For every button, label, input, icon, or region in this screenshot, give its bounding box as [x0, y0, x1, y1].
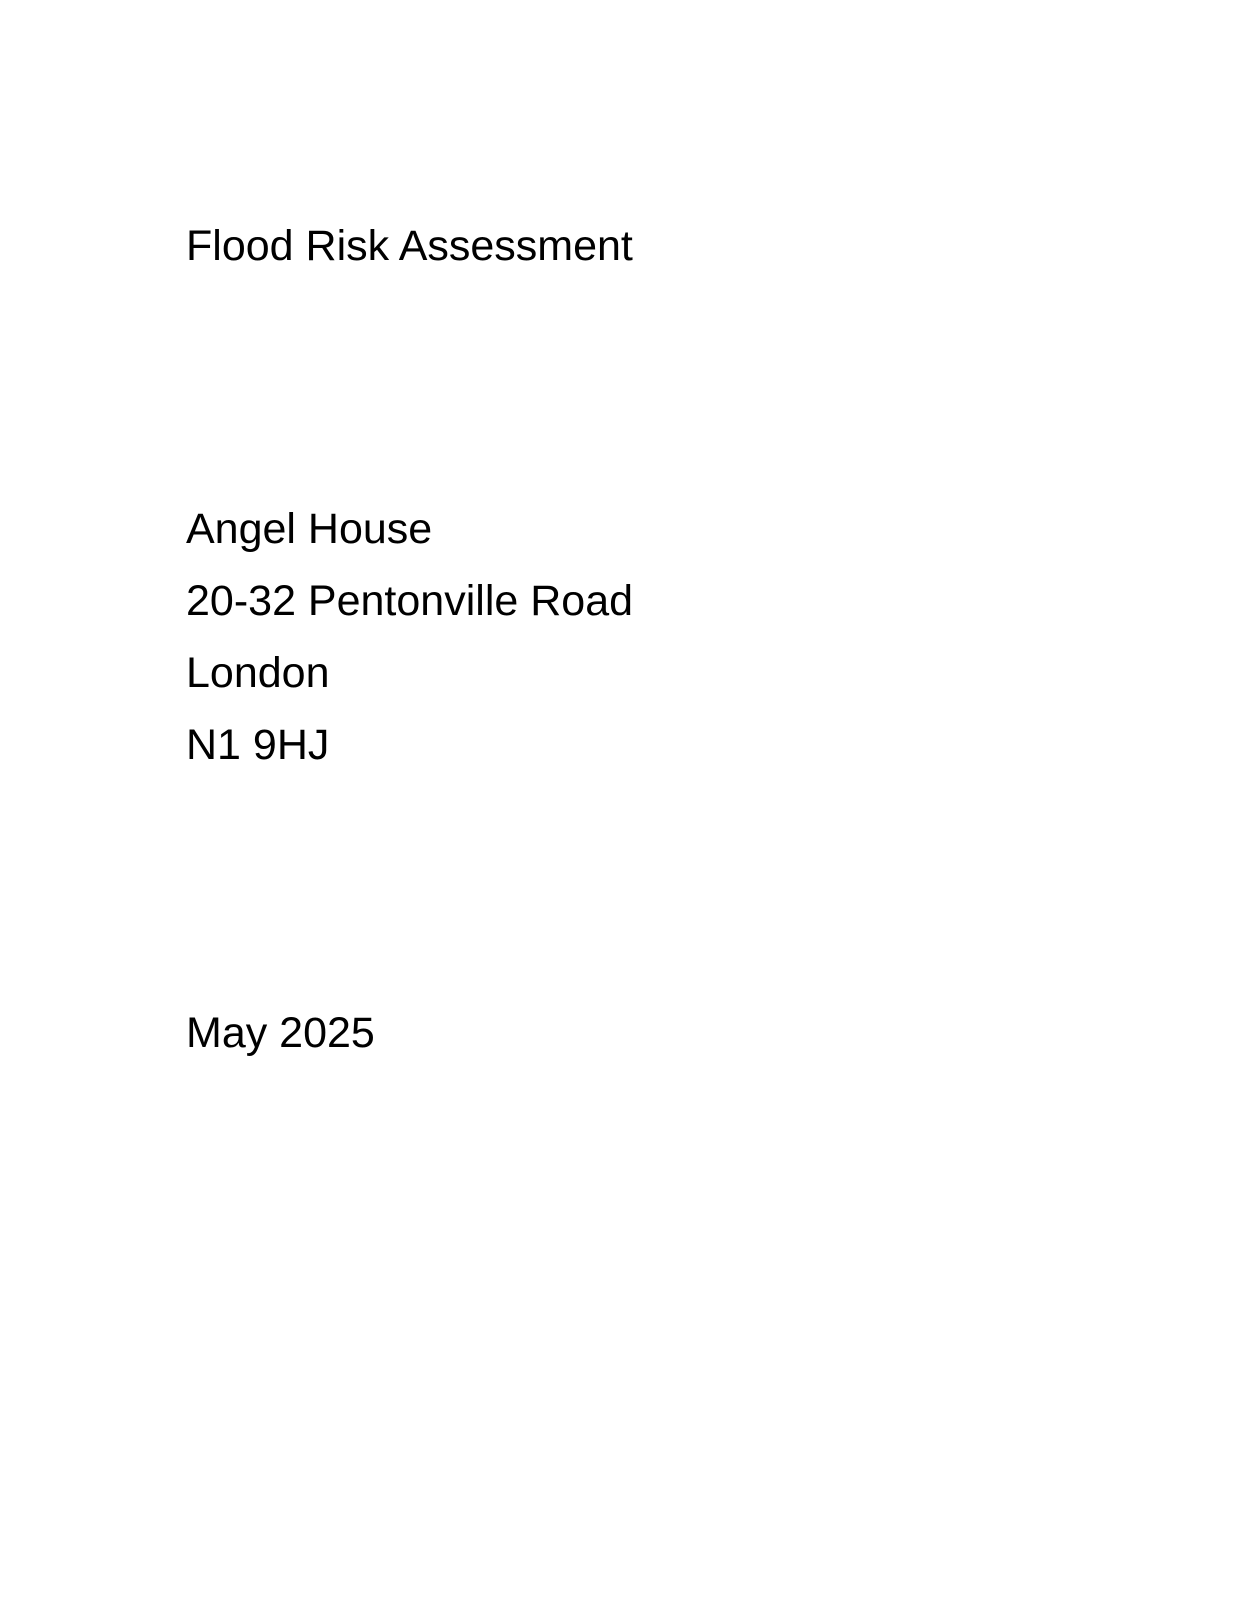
document-title: Flood Risk Assessment	[186, 222, 633, 270]
address-postcode: N1 9HJ	[186, 721, 330, 769]
document-date: May 2025	[186, 1009, 375, 1057]
address-city: London	[186, 649, 330, 697]
address-building: Angel House	[186, 505, 433, 553]
address-street: 20-32 Pentonville Road	[186, 577, 634, 625]
